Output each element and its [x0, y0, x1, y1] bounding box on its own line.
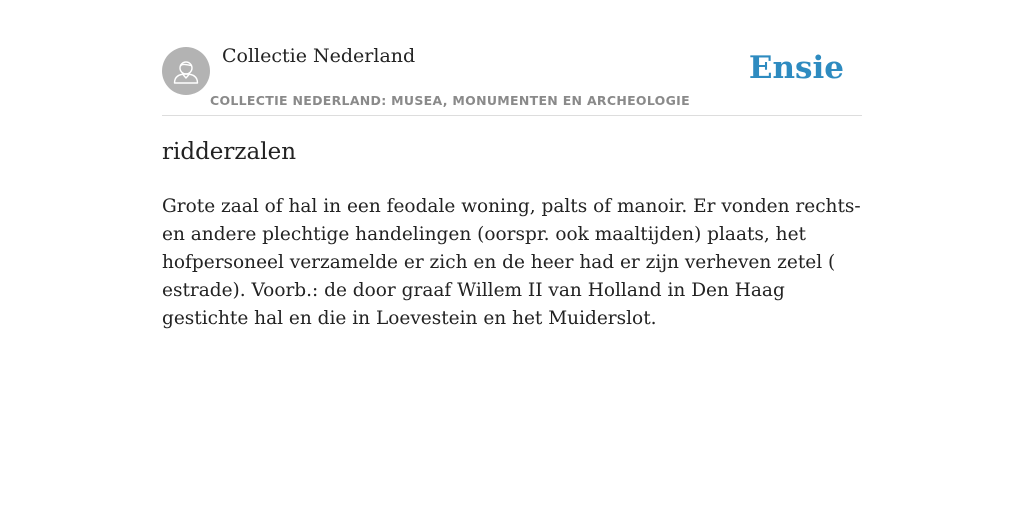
author-name[interactable]: Collectie Nederland: [222, 45, 416, 67]
entry-term: ridderzalen: [162, 139, 297, 165]
entry-card: [162, 0, 862, 512]
user-avatar-icon[interactable]: [162, 47, 210, 95]
entry-definition: Grote zaal of hal in een feodale woning, palts of manoir. Er vonden rechts- en andere plechtige handelingen (oorspr. ook maaltijden) plaats, het hofpersoneel verzamelde er zich en de heer had er zijn verheven zetel ( estrade). Voorb.: de door graaf Willem II van Holland in Den Haag gestichte hal en die in Loevestein en het Muiderslot.: [162, 196, 861, 329]
source-subtitle[interactable]: COLLECTIE NEDERLAND: MUSEA, MONUMENTEN EN ARCHEOLOGIE: [210, 93, 690, 108]
entry-header: [162, 0, 862, 116]
brand-logo[interactable]: Ensie: [748, 50, 844, 86]
